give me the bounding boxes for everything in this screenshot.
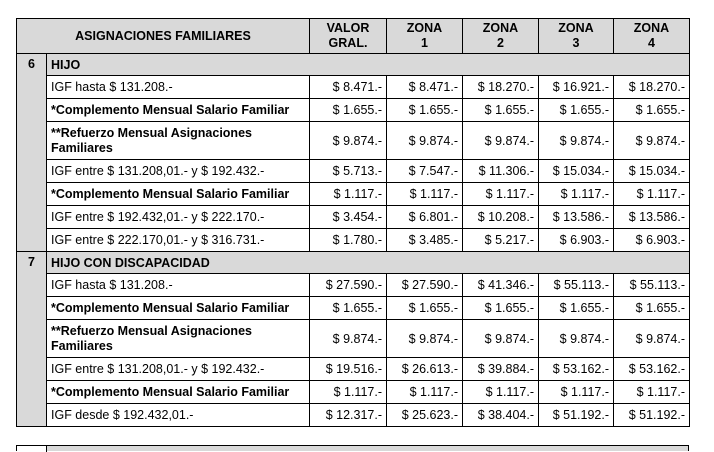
cell-value: $ 1.655.-: [614, 99, 690, 122]
cell-value: $ 18.270.-: [614, 76, 690, 99]
cell-value: $ 15.034.-: [539, 160, 614, 183]
row-label: **Refuerzo Mensual Asignaciones Familiares: [47, 122, 310, 160]
header-col-zona-3: ZONA 3: [539, 19, 614, 54]
row-label: IGF entre $ 222.170,01.- y $ 316.731.-: [47, 229, 310, 252]
cell-value: $ 1.655.-: [387, 99, 463, 122]
table-row: [17, 206, 690, 229]
row-label: *Complemento Mensual Salario Familiar: [47, 99, 310, 122]
table-row: [17, 320, 690, 358]
cell-value: $ 8.471.-: [387, 76, 463, 99]
cell-value: $ 1.655.-: [463, 99, 539, 122]
header-col-valor-gral: VALOR GRAL.: [310, 19, 387, 54]
section-number: 6: [17, 54, 47, 252]
cell-value: $ 55.113.-: [614, 274, 690, 297]
cell-value: $ 1.117.-: [463, 381, 539, 404]
cell-value: $ 9.874.-: [310, 122, 387, 160]
row-label: IGF entre $ 131.208,01.- y $ 192.432.-: [47, 160, 310, 183]
cell-value: $ 13.586.-: [614, 206, 690, 229]
cell-value: $ 1.655.-: [614, 297, 690, 320]
cell-value: $ 9.874.-: [539, 320, 614, 358]
row-label: *Complemento Mensual Salario Familiar: [47, 183, 310, 206]
cell-value: $ 1.117.-: [387, 381, 463, 404]
row-label: **Refuerzo Mensual Asignaciones Familiares: [47, 320, 310, 358]
cell-value: $ 7.547.-: [387, 160, 463, 183]
table-row: [17, 229, 690, 252]
cell-value: $ 53.162.-: [539, 358, 614, 381]
header-col-zona-4: ZONA 4: [614, 19, 690, 54]
cell-value: $ 11.306.-: [463, 160, 539, 183]
table-row: [17, 404, 690, 427]
cell-value: $ 10.208.-: [463, 206, 539, 229]
header-title: ASIGNACIONES FAMILIARES: [17, 19, 310, 54]
cell-value: $ 9.874.-: [614, 122, 690, 160]
cell-value: $ 1.655.-: [387, 297, 463, 320]
asignaciones-table: [16, 18, 690, 427]
cell-value: $ 1.655.-: [310, 297, 387, 320]
cell-value: $ 9.874.-: [387, 122, 463, 160]
cell-value: $ 9.874.-: [539, 122, 614, 160]
row-label: IGF hasta $ 131.208.-: [47, 76, 310, 99]
cell-value: $ 25.623.-: [387, 404, 463, 427]
cell-value: $ 41.346.-: [463, 274, 539, 297]
section-number: 7: [17, 252, 47, 427]
cell-value: $ 12.317.-: [310, 404, 387, 427]
cell-value: $ 19.516.-: [310, 358, 387, 381]
cell-value: $ 1.780.-: [310, 229, 387, 252]
cell-value: $ 1.117.-: [310, 183, 387, 206]
cell-value: $ 9.874.-: [463, 122, 539, 160]
cell-value: $ 39.884.-: [463, 358, 539, 381]
row-label: IGF desde $ 192.432,01.-: [47, 404, 310, 427]
cell-value: $ 1.117.-: [387, 183, 463, 206]
cell-value: $ 55.113.-: [539, 274, 614, 297]
row-label: *Complemento Mensual Salario Familiar: [47, 381, 310, 404]
table-row: [17, 358, 690, 381]
cell-value: $ 3.485.-: [387, 229, 463, 252]
section-title: HIJO CON DISCAPACIDAD: [47, 252, 690, 274]
cell-value: $ 1.117.-: [310, 381, 387, 404]
header-col-zona-2: ZONA 2: [463, 19, 539, 54]
cell-value: $ 5.713.-: [310, 160, 387, 183]
cell-value: $ 1.117.-: [614, 183, 690, 206]
table-row: [17, 160, 690, 183]
cell-value: $ 51.192.-: [614, 404, 690, 427]
row-label: IGF entre $ 192.432,01.- y $ 222.170.-: [47, 206, 310, 229]
cell-value: $ 1.117.-: [539, 183, 614, 206]
cell-value: $ 18.270.-: [463, 76, 539, 99]
cell-value: $ 8.471.-: [310, 76, 387, 99]
cell-value: $ 6.903.-: [614, 229, 690, 252]
cell-value: $ 3.454.-: [310, 206, 387, 229]
cell-value: $ 1.117.-: [614, 381, 690, 404]
cell-value: $ 38.404.-: [463, 404, 539, 427]
cell-value: $ 27.590.-: [387, 274, 463, 297]
cell-value: $ 13.586.-: [539, 206, 614, 229]
cell-value: $ 1.655.-: [539, 99, 614, 122]
cell-value: $ 9.874.-: [387, 320, 463, 358]
cell-value: $ 1.655.-: [310, 99, 387, 122]
cell-value: $ 1.655.-: [463, 297, 539, 320]
row-label: IGF entre $ 131.208,01.- y $ 192.432.-: [47, 358, 310, 381]
cell-value: $ 9.874.-: [310, 320, 387, 358]
table-header-row: [17, 19, 690, 54]
table-row: [17, 183, 690, 206]
section-title: HIJO: [47, 54, 690, 76]
table-row: [17, 297, 690, 320]
cell-value: $ 6.903.-: [539, 229, 614, 252]
cell-value: $ 16.921.-: [539, 76, 614, 99]
cell-value: $ 5.217.-: [463, 229, 539, 252]
table-row: [17, 99, 690, 122]
cell-value: $ 26.613.-: [387, 358, 463, 381]
cell-value: $ 6.801.-: [387, 206, 463, 229]
cell-value: $ 51.192.-: [539, 404, 614, 427]
header-col-zona-1: ZONA 1: [387, 19, 463, 54]
cell-value: $ 27.590.-: [310, 274, 387, 297]
cell-value: $ 15.034.-: [614, 160, 690, 183]
table-continuation: [16, 445, 689, 451]
table-row: [17, 76, 690, 99]
cell-value: $ 9.874.-: [614, 320, 690, 358]
cell-value: $ 1.655.-: [539, 297, 614, 320]
cell-value: $ 53.162.-: [614, 358, 690, 381]
section-header-row: [17, 252, 690, 274]
table-row: [17, 274, 690, 297]
cell-value: $ 1.117.-: [539, 381, 614, 404]
table-body: [17, 54, 690, 427]
table-row: [17, 381, 690, 404]
section-header-row: [17, 54, 690, 76]
row-label: IGF hasta $ 131.208.-: [47, 274, 310, 297]
cell-value: $ 1.117.-: [463, 183, 539, 206]
row-label: *Complemento Mensual Salario Familiar: [47, 297, 310, 320]
cell-value: $ 9.874.-: [463, 320, 539, 358]
table-row: [17, 122, 690, 160]
